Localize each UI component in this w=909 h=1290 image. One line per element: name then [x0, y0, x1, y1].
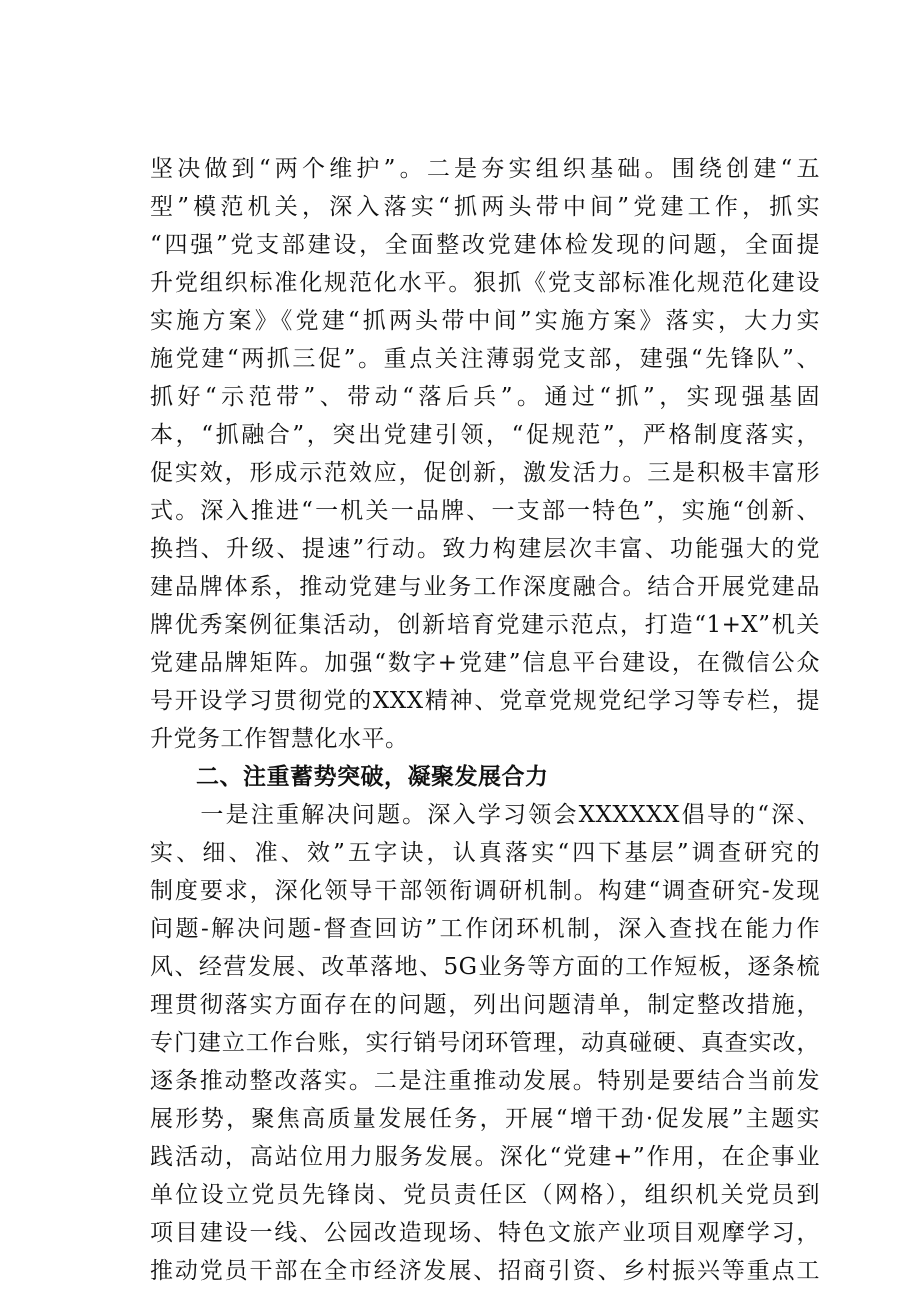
text-line: 牌优秀案例征集活动，创新培育党建示范点，打造“1+X”机关 — [150, 612, 820, 638]
text-line: 专门建立工作台账，实行销号闭环管理，动真碰硬、真查实改， — [150, 1030, 820, 1056]
text-line: 型”模范机关，深入落实“抓两头带中间”党建工作，抓实 — [150, 194, 820, 220]
text-line: 实施方案》《党建“抓两头带中间”实施方案》落实，大力实 — [150, 308, 820, 334]
text-line: 单位设立党员先锋岗、党员责任区（网格），组织机关党员到 — [150, 1182, 820, 1208]
text-line: 抓好“示范带”、带动“落后兵”。通过“抓”，实现强基固 — [150, 384, 820, 410]
text-line: 坚决做到“两个维护”。二是夯实组织基础。围绕创建“五 — [150, 156, 820, 182]
text-line: 风、经营发展、改革落地、5G业务等方面的工作短板，逐条梳 — [150, 954, 820, 980]
text-line: “四强”党支部建设，全面整改党建体检发现的问题，全面提 — [150, 232, 820, 258]
text-line: 项目建设一线、公园改造现场、特色文旅产业项目观摩学习， — [150, 1220, 820, 1246]
text-line: 展形势，聚焦高质量发展任务，开展“增干劲·促发展”主题实 — [150, 1106, 820, 1132]
text-line: 理贯彻落实方面存在的问题，列出问题清单，制定整改措施， — [150, 992, 820, 1018]
text-line: 问题-解决问题-督查回访”工作闭环机制，深入查找在能力作 — [150, 916, 820, 942]
text-line: 党建品牌矩阵。加强“数字+党建”信息平台建设，在微信公众 — [150, 650, 820, 676]
text-line: 实、细、准、效”五字诀，认真落实“四下基层”调查研究的 — [150, 840, 820, 866]
section-heading: 二、注重蓄势突破，凝聚发展合力 — [196, 764, 549, 790]
text-line: 逐条推动整改落实。二是注重推动发展。特别是要结合当前发 — [150, 1068, 820, 1094]
text-line: 升党务工作智慧化水平。 — [150, 726, 409, 752]
text-line: 施党建“两抓三促”。重点关注薄弱党支部，建强“先锋队”、 — [150, 346, 820, 372]
text-line: 促实效，形成示范效应，促创新，激发活力。三是积极丰富形 — [150, 460, 820, 486]
text-line: 推动党员干部在全市经济发展、招商引资、乡村振兴等重点工 — [150, 1258, 820, 1284]
paragraph-1 — [150, 150, 820, 1290]
text-line: 换挡、升级、提速”行动。致力构建层次丰富、功能强大的党 — [150, 536, 820, 562]
text-line: 式。深入推进“一机关一品牌、一支部一特色”，实施“创新、 — [150, 498, 820, 524]
text-line: 一是注重解决问题。深入学习领会XXXXXX倡导的“深、 — [150, 802, 820, 828]
text-line: 升党组织标准化规范化水平。狠抓《党支部标准化规范化建设 — [150, 270, 820, 296]
text-line: 本，“抓融合”，突出党建引领，“促规范”，严格制度落实， — [150, 422, 820, 448]
text-line: 建品牌体系，推动党建与业务工作深度融合。结合开展党建品 — [150, 574, 820, 600]
text-line: 制度要求，深化领导干部领衔调研机制。构建“调查研究-发现 — [150, 878, 820, 904]
text-line: 践活动，高站位用力服务发展。深化“党建+”作用，在企事业 — [150, 1144, 820, 1170]
text-line: 号开设学习贯彻党的XXX精神、党章党规党纪学习等专栏，提 — [150, 688, 820, 714]
